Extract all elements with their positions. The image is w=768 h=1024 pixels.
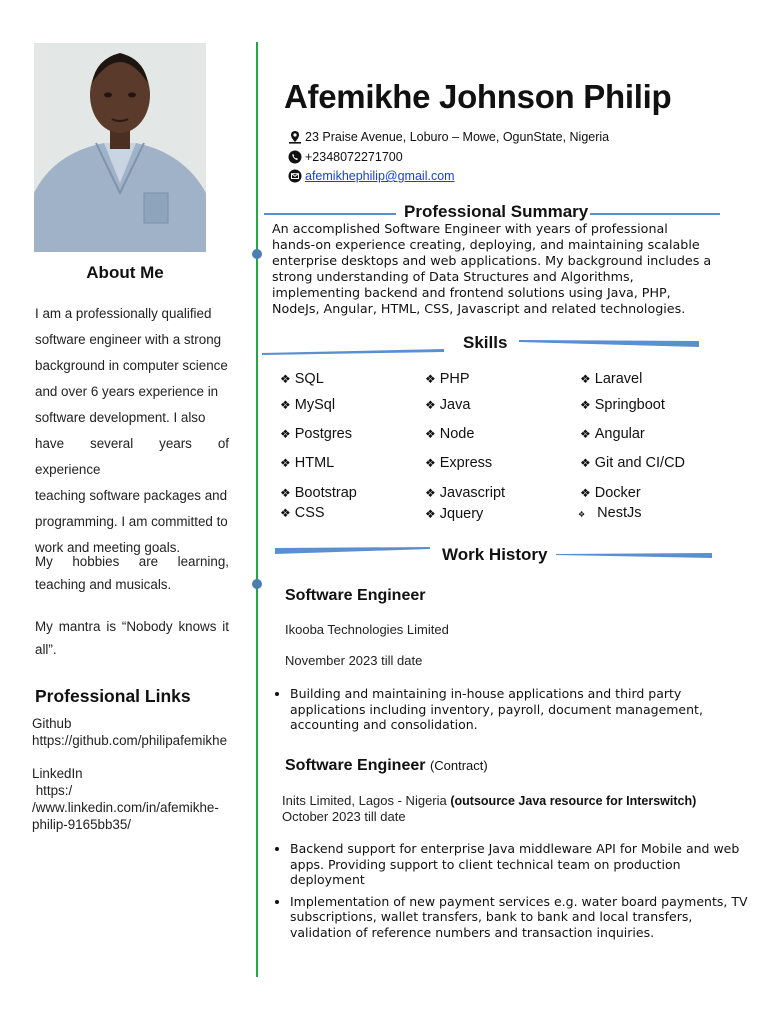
about-line: teaching software packages and — [35, 488, 228, 503]
job-title-text: Software Engineer — [285, 757, 426, 774]
linkedin-url[interactable]: https:/ — [32, 783, 73, 798]
about-line: software development. I also — [35, 410, 206, 425]
diamond-bullet-icon: ❖ — [580, 427, 591, 441]
skill-label: Node — [439, 426, 475, 442]
about-line: My hobbies are learning, — [35, 554, 229, 569]
skill-label: Springboot — [594, 397, 665, 413]
diamond-bullet-icon: ❖ — [580, 486, 591, 500]
diamond-bullet-icon: ❖ — [425, 507, 436, 521]
about-line: work and meeting goals. — [35, 540, 181, 555]
skill-item — [280, 505, 325, 521]
github-label: Github — [32, 716, 72, 731]
address-text: 23 Praise Avenue, Loburo – Mowe, OgunState, Nigeria — [305, 130, 610, 144]
about-line: all”. — [35, 642, 57, 657]
skill-item — [425, 426, 474, 442]
work-history-heading: Work History — [442, 545, 548, 564]
phone-text: +2348072271700 — [305, 150, 403, 164]
skill-item — [425, 371, 470, 387]
email-row — [288, 167, 455, 185]
job-tag: (Contract) — [429, 758, 488, 773]
skill-item — [580, 397, 665, 413]
skill-label: Express — [439, 455, 493, 471]
skill-label: SQL — [294, 371, 324, 387]
job-company-note: (outsource Java resource for Interswitch) — [450, 794, 697, 808]
job-duties-list — [272, 841, 750, 946]
about-paragraph-1 — [35, 301, 229, 561]
job-company-text: Inits Limited, Lagos - Nigeria — [282, 793, 447, 808]
skill-label: PHP — [439, 371, 470, 387]
diamond-bullet-icon: ❖ — [280, 398, 291, 412]
linkedin-link-block — [32, 765, 247, 833]
summary-line: implementing backend and frontend solutions using Java, PHP, — [272, 285, 671, 300]
summary-line: enterprise desktops and web applications. My background includes a — [272, 253, 712, 268]
job-duties-list — [272, 686, 750, 739]
skill-label: Laravel — [594, 371, 643, 387]
linkedin-url[interactable]: philip-9165bb35/ — [32, 817, 132, 832]
work-rule-right — [556, 551, 712, 559]
about-line: background in computer science — [35, 358, 228, 373]
duty-item: • Building and maintaining in-house applications and third party applications including inventory, payroll, document management, accounting and consolidation. — [290, 686, 750, 733]
skill-item — [580, 485, 641, 501]
summary-line: NodeJs, Angular, HTML, CSS, Javascript and related technologies. — [272, 301, 686, 316]
linkedin-label: LinkedIn — [32, 766, 83, 781]
skill-item — [280, 397, 335, 413]
phone-row — [288, 148, 403, 166]
about-line: have several years of experience — [35, 436, 229, 477]
summary-rule-left — [264, 213, 396, 215]
diamond-bullet-icon: ❖ — [580, 456, 591, 470]
diamond-bullet-icon: ❖ — [280, 427, 291, 441]
skill-item — [425, 455, 492, 471]
skill-item — [580, 455, 685, 471]
skill-item — [280, 455, 334, 471]
location-pin-icon — [288, 130, 302, 144]
job-period: November 2023 till date — [285, 653, 423, 668]
skill-label: MySql — [294, 397, 336, 413]
summary-line: hands-on experience creating, deploying, and maintaining scalable — [272, 237, 700, 252]
job-company — [282, 793, 696, 808]
linkedin-url[interactable]: /www.linkedin.com/in/afemikhe- — [32, 800, 219, 815]
divider-dot — [252, 249, 262, 259]
skill-label: Postgres — [294, 426, 352, 442]
skill-item — [280, 371, 324, 387]
diamond-bullet-icon: ❖ — [580, 372, 591, 386]
phone-icon — [288, 150, 302, 164]
email-icon — [288, 169, 302, 183]
duty-item: • Backend support for enterprise Java middleware API for Mobile and web apps. Providing support to client technical team on production deployment — [290, 841, 750, 888]
diamond-bullet-icon: ❖ — [578, 510, 586, 519]
about-line: My mantra is “Nobody knows it — [35, 619, 229, 634]
skill-label: Bootstrap — [294, 485, 357, 501]
skill-label: HTML — [294, 455, 335, 471]
diamond-bullet-icon: ❖ — [425, 486, 436, 500]
summary-heading: Professional Summary — [404, 202, 589, 221]
github-url[interactable]: https://github.com/philipafemikhe — [32, 733, 228, 748]
email-link[interactable]: afemikhephilip@gmail.com — [305, 169, 455, 183]
diamond-bullet-icon: ❖ — [280, 486, 291, 500]
work-rule-left — [275, 546, 430, 556]
job-company: Ikooba Technologies Limited — [285, 622, 449, 637]
diamond-bullet-icon: ❖ — [425, 398, 436, 412]
about-line: and over 6 years experience in — [35, 384, 219, 399]
skill-item — [578, 505, 642, 521]
skill-label: Jquery — [439, 506, 484, 522]
about-line: teaching and musicals. — [35, 577, 172, 592]
column-divider — [256, 42, 258, 977]
about-line: I am a professionally qualified — [35, 306, 212, 321]
job-title-text: Software Engineer — [285, 587, 426, 604]
job-period: October 2023 till date — [282, 809, 406, 824]
divider-dot — [252, 579, 262, 589]
diamond-bullet-icon: ❖ — [280, 506, 291, 520]
summary-line: An accomplished Software Engineer with years of professional — [272, 221, 668, 236]
skill-label: NestJs — [597, 505, 642, 521]
diamond-bullet-icon: ❖ — [580, 398, 591, 412]
skill-label: Java — [439, 397, 471, 413]
duty-item: • Implementation of new payment services e.g. water board payments, TV subscriptions, wallet transfers, bank to bank and local transfers, validation of reference numbers and transaction inquiries. — [290, 894, 750, 941]
diamond-bullet-icon: ❖ — [425, 427, 436, 441]
summary-line: strong understanding of Data Structures and Algorithms, — [272, 269, 634, 284]
github-link-block — [32, 715, 247, 749]
diamond-bullet-icon: ❖ — [280, 372, 291, 386]
diamond-bullet-icon: ❖ — [425, 372, 436, 386]
summary-text — [272, 221, 732, 317]
about-line: programming. I am committed to — [35, 514, 228, 529]
job-title — [285, 757, 488, 775]
summary-rule-right — [590, 213, 720, 215]
skill-item — [425, 485, 505, 501]
skills-rule-right — [519, 338, 699, 348]
skill-item — [425, 506, 483, 522]
about-paragraph-mantra — [35, 615, 229, 661]
job-title — [285, 587, 425, 605]
skills-rule-left — [262, 348, 444, 356]
skill-label: Javascript — [439, 485, 506, 501]
about-line: software engineer with a strong — [35, 332, 222, 347]
professional-links-heading: Professional Links — [35, 686, 191, 706]
skill-label: Docker — [594, 485, 641, 501]
candidate-name: Afemikhe Johnson Philip — [284, 78, 672, 115]
skill-item — [580, 426, 645, 442]
skill-item — [580, 371, 642, 387]
skill-item — [425, 397, 470, 413]
skills-heading: Skills — [463, 333, 508, 352]
skill-item — [280, 426, 352, 442]
about-me-heading: About Me — [86, 263, 164, 282]
about-paragraph-hobbies — [35, 550, 229, 596]
diamond-bullet-icon: ❖ — [425, 456, 436, 470]
skill-item — [280, 485, 357, 501]
skill-label: CSS — [294, 505, 325, 521]
skill-label: Git and CI/CD — [594, 455, 686, 471]
skill-label: Angular — [594, 426, 645, 442]
diamond-bullet-icon: ❖ — [280, 456, 291, 470]
address-row — [288, 128, 609, 146]
profile-photo — [34, 43, 206, 252]
